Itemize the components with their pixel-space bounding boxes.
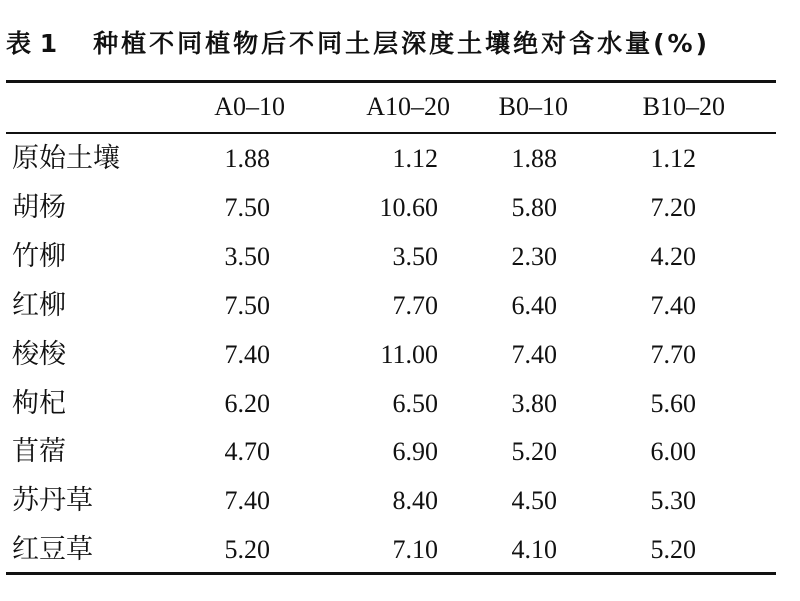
table-cell: 5.60 <box>650 388 696 418</box>
row-label: 枸杞 <box>12 387 66 419</box>
table-cell: 7.40 <box>650 290 696 320</box>
table-cell: 7.40 <box>224 339 270 369</box>
table-cell: 3.50 <box>224 241 270 271</box>
table-number: 表 1 <box>6 29 58 58</box>
table-cell: 7.70 <box>650 339 696 369</box>
table-cell: 11.00 <box>380 339 438 369</box>
table-cell: 8.40 <box>392 486 438 516</box>
table-cell: 5.20 <box>511 437 557 467</box>
table-title: 种植不同植物后不同土层深度土壤绝对含水量(%) <box>93 29 711 58</box>
table-cell: 6.00 <box>650 437 696 467</box>
table-cell: 6.20 <box>224 388 270 418</box>
table-cell: 6.90 <box>392 437 438 467</box>
table-cell: 5.80 <box>511 192 557 222</box>
row-label: 竹柳 <box>12 240 66 272</box>
table-cell: 4.70 <box>224 437 270 467</box>
table-cell: 5.20 <box>650 535 696 565</box>
row-label: 苜蓿 <box>12 436 66 468</box>
column-header: B10–20 <box>642 92 725 121</box>
table-cell: 5.20 <box>224 535 270 565</box>
table-cell: 4.10 <box>511 535 557 565</box>
row-label: 红豆草 <box>12 534 93 566</box>
row-label: 梭梭 <box>12 338 66 370</box>
table-cell: 3.80 <box>511 388 557 418</box>
table-cell: 1.88 <box>224 144 270 173</box>
column-header: B0–10 <box>498 92 568 121</box>
table-cell: 1.88 <box>511 144 557 173</box>
table-cell: 3.50 <box>392 241 438 271</box>
table-cell: 5.30 <box>650 486 696 516</box>
table-cell: 7.50 <box>224 290 270 320</box>
row-label: 红柳 <box>12 289 66 321</box>
table-cell: 1.12 <box>392 144 438 173</box>
bottom-rule <box>6 572 776 575</box>
table-cell: 7.70 <box>392 290 438 320</box>
table-cell: 10.60 <box>379 192 438 222</box>
top-rule <box>6 80 776 83</box>
row-label: 胡杨 <box>12 191 66 223</box>
table-cell: 7.40 <box>224 486 270 516</box>
table-cell: 7.20 <box>650 192 696 222</box>
row-label: 原始土壤 <box>12 143 120 174</box>
table-cell: 7.40 <box>511 339 557 369</box>
table-cell: 1.12 <box>650 144 696 173</box>
table-cell: 7.10 <box>392 535 438 565</box>
column-header: A0–10 <box>214 92 285 121</box>
table-cell: 4.50 <box>511 486 557 516</box>
column-header: A10–20 <box>366 92 450 121</box>
table-cell: 2.30 <box>511 241 557 271</box>
table-cell: 7.50 <box>224 192 270 222</box>
table-cell: 6.40 <box>511 290 557 320</box>
table-cell: 4.20 <box>650 241 696 271</box>
table-caption <box>6 22 710 66</box>
row-label: 苏丹草 <box>12 485 93 517</box>
table-cell: 6.50 <box>392 388 438 418</box>
